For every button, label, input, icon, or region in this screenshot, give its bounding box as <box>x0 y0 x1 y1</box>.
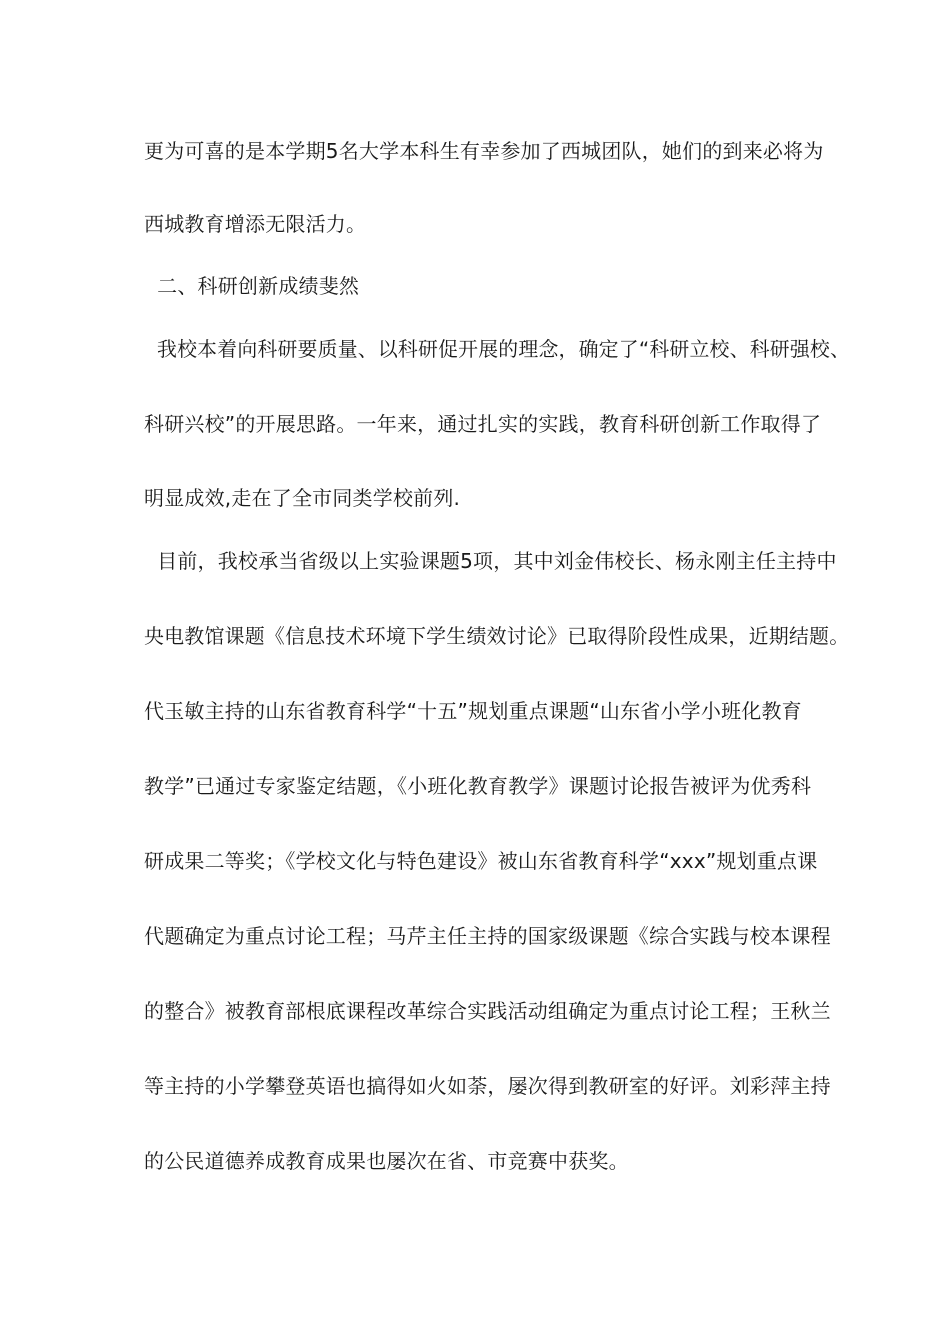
text-line: 的公民道德养成教育成果也屡次在省、市竞赛中获奖。 <box>144 1149 629 1173</box>
text-line: 代题确定为重点讨论工程；马芹主任主持的国家级课题《综合实践与校本课程 <box>144 924 831 948</box>
section-heading: 二、科研创新成绩斐然 <box>144 274 360 298</box>
text-line: 研成果二等奖；《学校文化与特色建设》被山东省教育科学“xxx”规划重点课 <box>144 849 818 873</box>
text-line: 等主持的小学攀登英语也搞得如火如荼，屡次得到教研室的好评。刘彩萍主持 <box>144 1074 831 1098</box>
text-line: 更为可喜的是本学期5名大学本科生有幸参加了西城团队，她们的到来必将为 <box>144 139 824 163</box>
text-line: 央电教馆课题《信息技术环境下学生绩效讨论》已取得阶段性成果，近期结题。 <box>144 624 850 648</box>
text-line: 代玉敏主持的山东省教育科学“十五”规划重点课题“山东省小学小班化教育 <box>144 699 802 723</box>
text-line: 科研兴校”的开展思路。一年来，通过扎实的实践，教育科研创新工作取得了 <box>144 412 822 436</box>
text-line: 西城教育增添无限活力。 <box>144 212 367 236</box>
text-line: 我校本着向科研要质量、以科研促开展的理念，确定了“科研立校、科研强校、 <box>144 338 851 361</box>
text-line: 明显成效,走在了全市同类学校前列. <box>144 486 461 510</box>
text-line: 的整合》被教育部根底课程改革综合实践活动组确定为重点讨论工程；王秋兰 <box>144 999 831 1023</box>
text-line: 教学”已通过专家鉴定结题，《小班化教育教学》课题讨论报告被评为优秀科 <box>144 774 812 798</box>
text-line: 目前，我校承当省级以上实验课题5项，其中刘金伟校长、杨永刚主任主持中 <box>144 549 837 573</box>
